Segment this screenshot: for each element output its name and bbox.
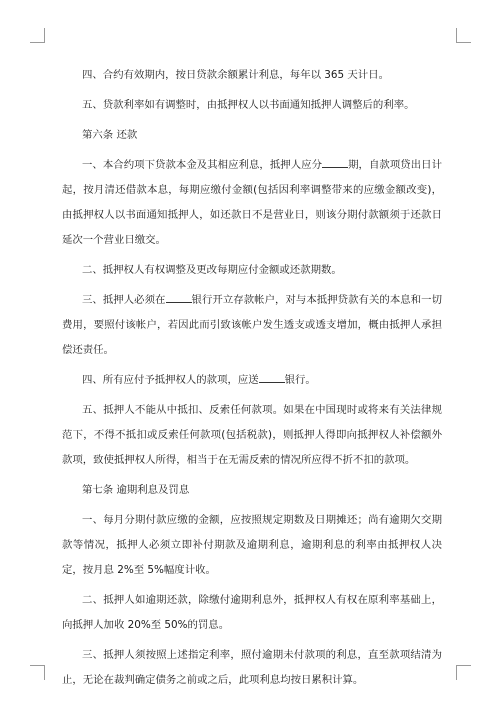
- crop-mark-bottom-left: [30, 665, 45, 680]
- crop-mark-top-left: [30, 28, 45, 43]
- blank-field-bank-account: [166, 291, 192, 303]
- paragraph-6-4-part-b: 银行。: [284, 374, 316, 386]
- paragraph-7-3: 三、抵押人须按照上述指定利率，照付逾期未付款项的利息，直至款项结清为止，无论在裁判确定债务之前或之后，此项利息均按日累积计算。: [62, 649, 442, 686]
- paragraph-6-3-part-a: 三、抵押人必须在: [82, 294, 166, 306]
- paragraph-6-3: [62, 288, 442, 363]
- blank-field-periods: [322, 156, 348, 168]
- paragraph-rate-adjustment: 五、贷款利率如有调整时，由抵押权人以书面通知抵押人调整后的利率。: [82, 99, 415, 111]
- article-7-heading: 第七条 逾期利息及罚息: [82, 484, 190, 496]
- paragraph-6-5: 五、抵押人不能从中抵扣、反索任何款项。如果在中国现时或将来有关法律规范下，不得不抵扣或反索任何款项(包括税款)，则抵押人得即向抵押权人补偿额外款项，致使抵押权人所得，相当于在无需反索的情况所应得不折不扣的款项。: [62, 404, 442, 466]
- paragraph-6-2: 二、抵押权人有权调整及更改每期应付金额或还款期数。: [82, 264, 342, 276]
- paragraph-6-1: [62, 153, 442, 253]
- document-body: [62, 63, 442, 698]
- paragraph-6-4: [62, 368, 442, 393]
- paragraph-6-1-part-b: 期，自款项贷出日计起，按月清还借款本息，每期应缴付金额(包括因利率调整带来的应缴金额改变)，由抵押权人以书面通知抵押人，如还款日不是营业日，则该分期付款额须于还款日延次一个营业日缴交。: [62, 159, 442, 246]
- paragraph-7-2: 二、抵押人如逾期还款，除缴付逾期利息外，抵押权人有权在原利率基础上，向抵押人加收 20%至 50%的罚息。: [62, 594, 442, 631]
- article-6-heading: 第六条 还款: [82, 129, 138, 141]
- paragraph-6-1-part-a: 一、本合约项下贷款本金及其相应利息，抵押人应分: [82, 159, 323, 171]
- blank-field-bank-payment: [259, 371, 285, 383]
- paragraph-6-4-part-a: 四、所有应付予抵押权人的款项，应送: [82, 374, 259, 386]
- paragraph-7-1: 一、每月分期付款应缴的金额，应按照规定期数及日期摊还；尚有逾期欠交期款等情况，抵押人必须立即补付期款及逾期利息，逾期利息的利率由抵押权人决定，按月息 2%至 5%幅度计收。: [62, 514, 442, 576]
- paragraph-interest-calculation: 四、合约有效期内，按日贷款余额累计利息，每年以 365 天计日。: [82, 69, 389, 81]
- crop-mark-bottom-right: [456, 665, 471, 680]
- paragraph-6-3-part-b: 银行开立存款帐户，对与本抵押贷款有关的本息和一切费用，要照付该帐户，若因此而引致该帐户发生透支或透支增加，概由抵押人承担偿还责任。: [62, 294, 442, 356]
- crop-mark-top-right: [456, 28, 471, 43]
